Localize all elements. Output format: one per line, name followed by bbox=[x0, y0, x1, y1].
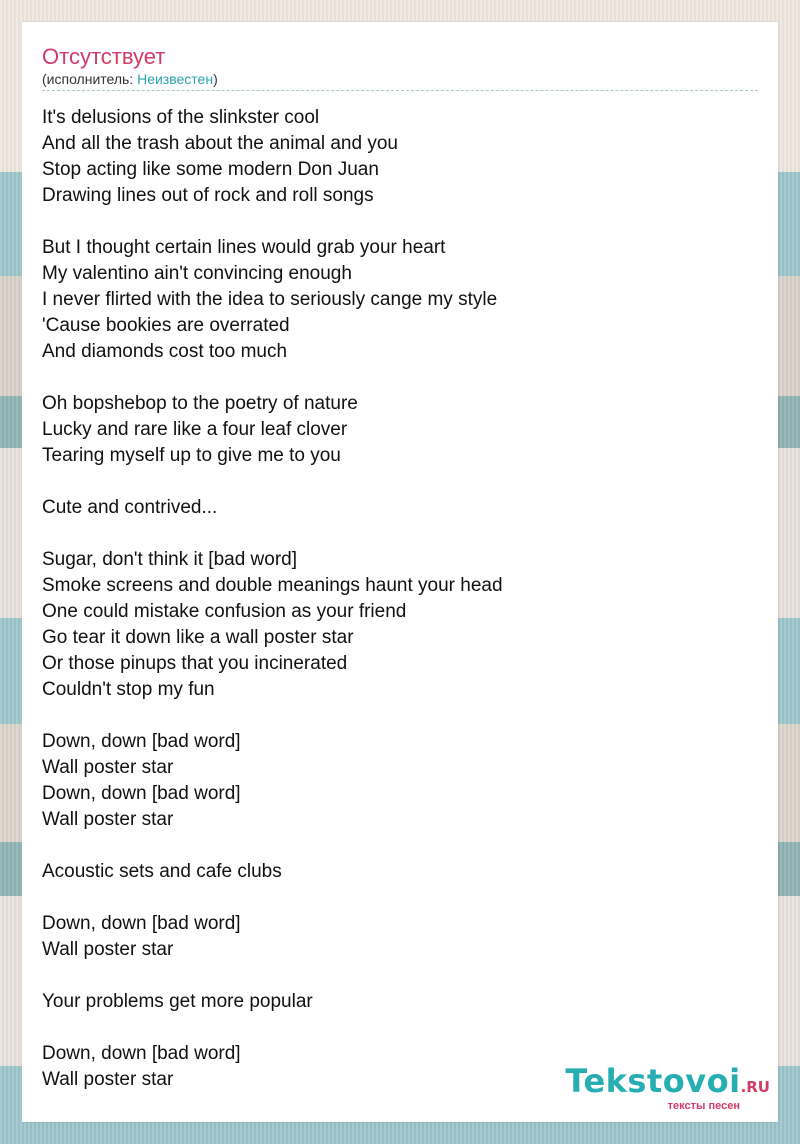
lyric-line: Go tear it down like a wall poster star bbox=[42, 627, 354, 648]
lyrics-text bbox=[42, 105, 758, 1093]
lyric-line: Wall poster star bbox=[42, 757, 174, 778]
artist-suffix: ) bbox=[213, 71, 218, 87]
stanza-gap bbox=[42, 521, 758, 547]
lyric-line: And all the trash about the animal and you bbox=[42, 133, 398, 154]
stanza-gap bbox=[42, 963, 758, 989]
stanza-gap bbox=[42, 703, 758, 729]
stanza-gap bbox=[42, 1015, 758, 1041]
stanza-gap bbox=[42, 209, 758, 235]
lyric-line: Drawing lines out of rock and roll songs bbox=[42, 185, 374, 206]
artist-line bbox=[42, 70, 758, 88]
lyrics-card bbox=[22, 22, 778, 1122]
lyric-line: Down, down [bad word] bbox=[42, 731, 241, 752]
stanza-gap bbox=[42, 833, 758, 859]
song-header bbox=[42, 44, 758, 91]
stanza-gap bbox=[42, 365, 758, 391]
lyric-line: Sugar, don't think it [bad word] bbox=[42, 549, 298, 570]
lyric-line: 'Cause bookies are overrated bbox=[42, 315, 290, 336]
song-title: Отсутствует bbox=[42, 44, 166, 69]
logo-tagline: тексты песен bbox=[667, 1100, 740, 1112]
lyric-line: Down, down [bad word] bbox=[42, 913, 241, 934]
lyric-line: It's delusions of the slinkster cool bbox=[42, 107, 320, 128]
lyric-line: Tearing myself up to give me to you bbox=[42, 445, 341, 466]
lyric-line: Or those pinups that you incinerated bbox=[42, 653, 348, 674]
lyric-line: Down, down [bad word] bbox=[42, 783, 241, 804]
lyric-line: Wall poster star bbox=[42, 809, 174, 830]
lyric-line: Down, down [bad word] bbox=[42, 1043, 241, 1064]
lyric-line: Smoke screens and double meanings haunt your head bbox=[42, 575, 503, 596]
lyric-line: My valentino ain't convincing enough bbox=[42, 263, 352, 284]
lyric-line: But I thought certain lines would grab your heart bbox=[42, 237, 446, 258]
logo-name: Tekstovoi bbox=[565, 1062, 741, 1100]
lyric-line: Wall poster star bbox=[42, 1069, 174, 1090]
lyric-line: Your problems get more popular bbox=[42, 991, 313, 1012]
lyric-line: Couldn't stop my fun bbox=[42, 679, 215, 700]
lyric-line: Cute and contrived... bbox=[42, 497, 218, 518]
stanza-gap bbox=[42, 885, 758, 911]
artist-prefix: (исполнитель: bbox=[42, 71, 138, 87]
logo-tld: .RU bbox=[740, 1078, 770, 1096]
lyric-line: One could mistake confusion as your friend bbox=[42, 601, 407, 622]
stanza-gap bbox=[42, 469, 758, 495]
artist-link[interactable]: Неизвестен bbox=[137, 71, 214, 87]
lyric-line: Wall poster star bbox=[42, 939, 174, 960]
lyric-line: Stop acting like some modern Don Juan bbox=[42, 159, 379, 180]
site-logo[interactable] bbox=[565, 1064, 770, 1112]
lyric-line: And diamonds cost too much bbox=[42, 341, 288, 362]
lyric-line: Acoustic sets and cafe clubs bbox=[42, 861, 282, 882]
lyric-line: Lucky and rare like a four leaf clover bbox=[42, 419, 348, 440]
logo-wordmark bbox=[565, 1064, 770, 1104]
lyric-line: I never flirted with the idea to seriously cange my style bbox=[42, 289, 498, 310]
lyric-line: Oh bopshebop to the poetry of nature bbox=[42, 393, 358, 414]
